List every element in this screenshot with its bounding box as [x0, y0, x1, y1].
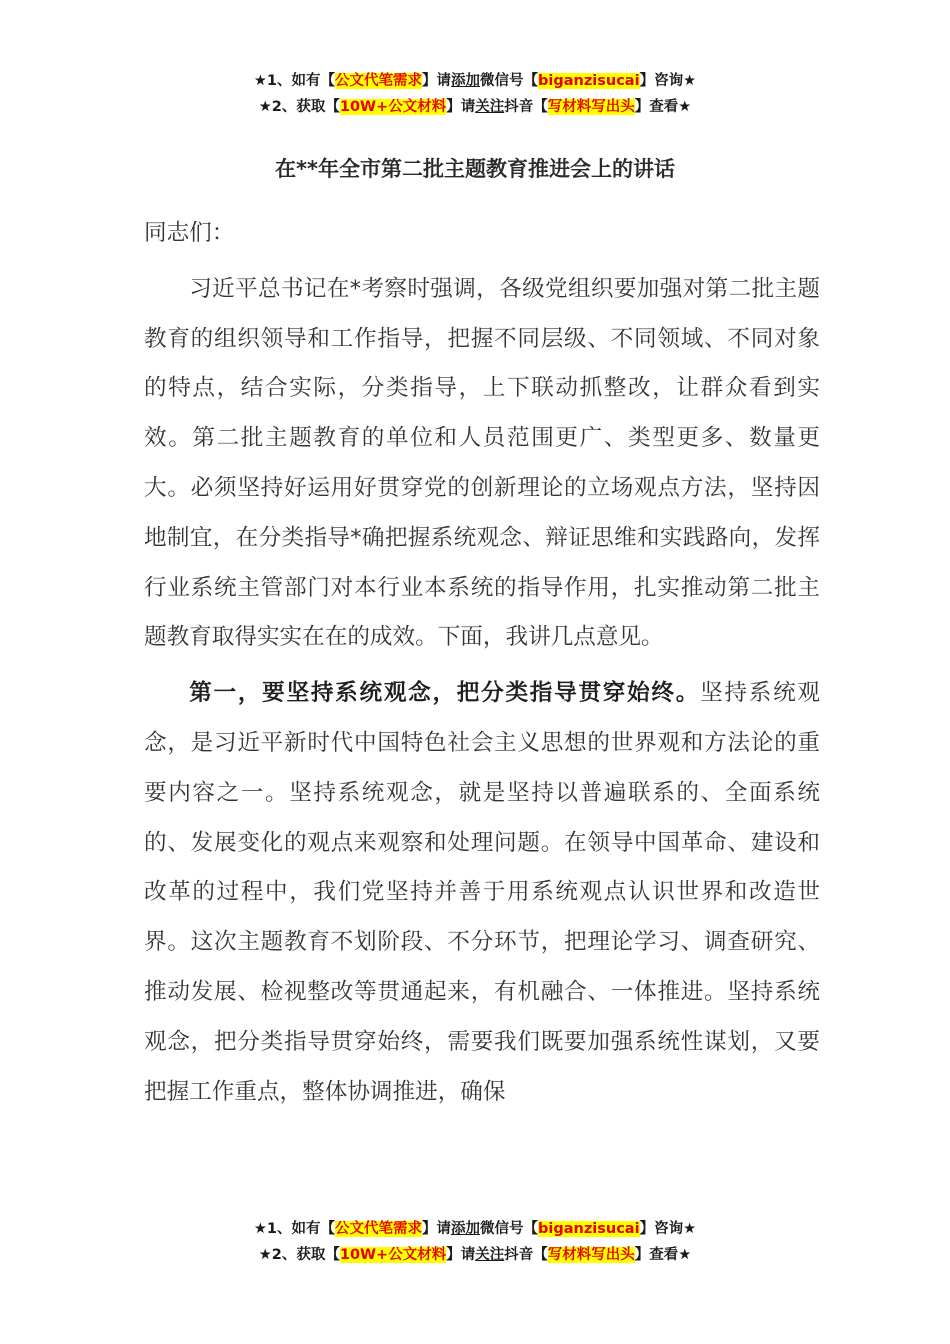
bottom-banner — [0, 1216, 950, 1268]
document-title: 在**年全市第二批主题教育推进会上的讲话 — [275, 157, 675, 181]
banner-emphasis: 添加 — [451, 1221, 481, 1237]
paragraph-2-body: 坚持系统观念，是习近平新时代中国特色社会主义思想的世界观和方法论的重要内容之一。坚持系统观念，就是坚持以普遍联系的、全面系统的、发展变化的观点来观察和处理问题。在领导中国革命、建设和改革的过程中，我们党坚持并善于用系统观点认识世界和改造世界。这次主题教育不划阶段、不分环节，把理论学习、调查研究、推动发展、检视整改等贯通起来，有机融合、一体推进。坚持系统观念，把分类指导贯穿始终，需要我们既要加强系统性谋划，又要把握工作重点，整体协调推进，确保 — [144, 680, 821, 1105]
banner-text: 】咨询★ — [639, 73, 697, 89]
banner-emphasis: 关注 — [475, 1247, 505, 1263]
banner-text: 】请 — [446, 99, 476, 115]
banner-line-2 — [0, 94, 950, 120]
top-banner — [0, 68, 950, 120]
banner-line-2 — [0, 1242, 950, 1268]
banner-highlight: 公文代笔需求 — [335, 1221, 423, 1237]
banner-text: ★2、获取【 — [258, 1247, 340, 1263]
banner-text: 】查看★ — [634, 99, 692, 115]
banner-highlight: 公文代笔需求 — [335, 73, 423, 89]
banner-text: 抖音【 — [504, 1247, 548, 1263]
banner-text: 】请 — [446, 1247, 476, 1263]
banner-line-1 — [0, 68, 950, 94]
banner-emphasis: 添加 — [451, 73, 481, 89]
banner-douyin-id: 写材料写出头 — [547, 1247, 635, 1263]
banner-wechat-id: biganzisucai — [538, 1221, 640, 1237]
banner-text: ★1、如有【 — [253, 73, 336, 89]
salutation: 同志们： — [144, 220, 235, 246]
banner-emphasis: 关注 — [475, 99, 505, 115]
banner-line-1 — [0, 1216, 950, 1242]
banner-text: ★2、获取【 — [258, 99, 340, 115]
banner-highlight: 10W+公文材料 — [339, 99, 447, 115]
banner-text: 微信号【 — [480, 1221, 539, 1237]
paragraph-1: 习近平总书记在*考察时强调，各级党组织要加强对第二批主题教育的组织领导和工作指导，把握不同层级、不同领域、不同对象的特点，结合实际，分类指导，上下联动抓整改，让群众看到实效。第二批主题教育的单位和人员范围更广、类型更多、数量更大。必须坚持好运用好贯穿党的创新理论的立场观点方法，坚持因地制宜，在分类指导*确把握系统观念、辩证思维和实践路向，发挥行业系统主管部门对本行业本系统的指导作用，扎实推动第二批主题教育取得实实在在的成效。下面，我讲几点意见。 — [144, 275, 820, 651]
banner-douyin-id: 写材料写出头 — [547, 99, 635, 115]
banner-text: 抖音【 — [504, 99, 548, 115]
banner-text: 】查看★ — [634, 1247, 692, 1263]
banner-wechat-id: biganzisucai — [538, 73, 640, 89]
banner-text: 】请 — [422, 73, 452, 89]
paragraph-2 — [144, 669, 820, 1117]
banner-text: 】请 — [422, 1221, 452, 1237]
banner-highlight: 10W+公文材料 — [339, 1247, 447, 1263]
banner-text: 】咨询★ — [639, 1221, 697, 1237]
paragraph-2-lead: 第一，要坚持系统观念，把分类指导贯穿始终。 — [189, 680, 701, 707]
document-body — [144, 209, 820, 1117]
banner-text: 微信号【 — [480, 73, 539, 89]
banner-text: ★1、如有【 — [253, 1221, 336, 1237]
